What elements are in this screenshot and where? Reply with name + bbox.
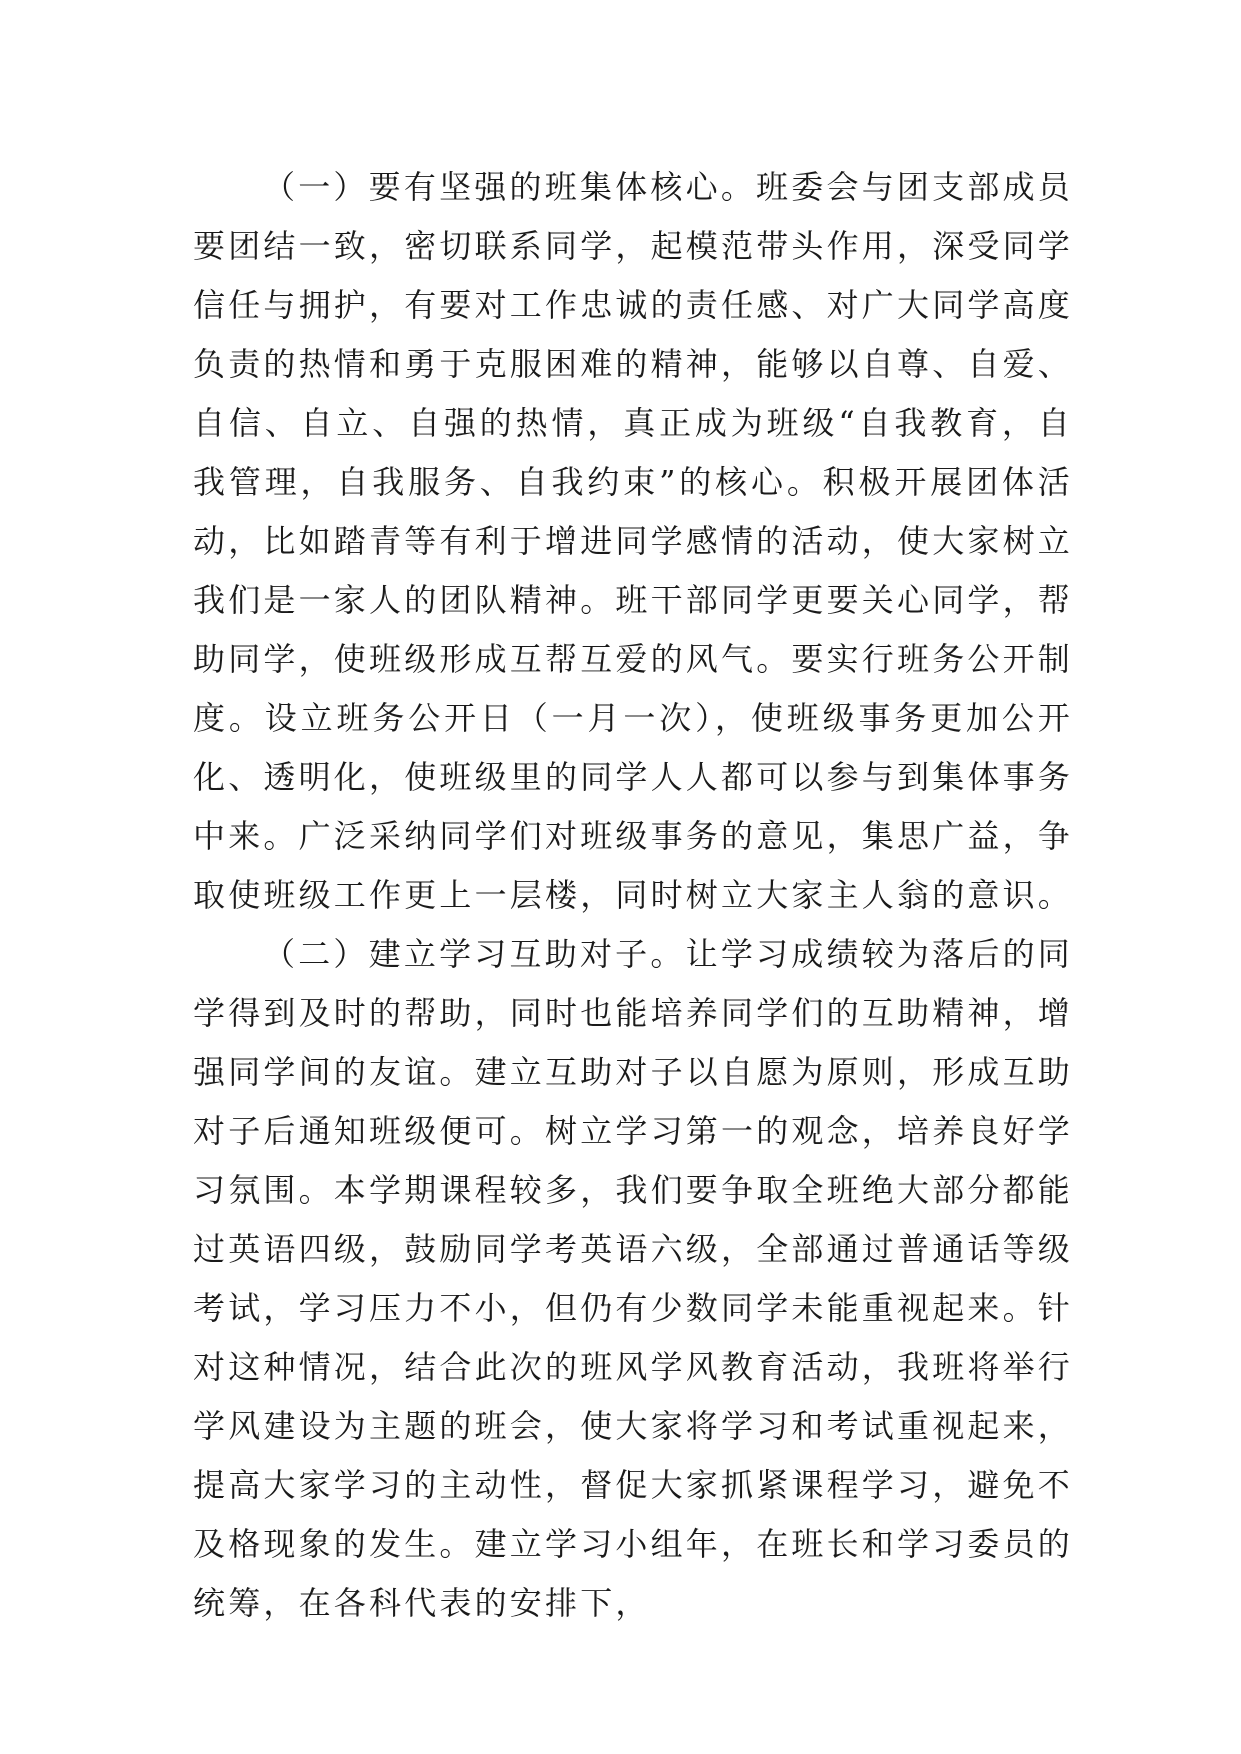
paragraph-1: （一）要有坚强的班集体核心。班委会与团支部成员要团结一致，密切联系同学，起模范带头作用，深受同学信任与拥护，有要对工作忠诚的责任感、对广大同学高度负责的热情和勇于克服困难的精神，能够以自尊、自爱、自信、自立、自强的热情，真正成为班级“自我教育，自我管理，自我服务、自我约束”的核心。积极开展团体活动，比如踏青等有利于增进同学感情的活动，使大家树立我们是一家人的团队精神。班干部同学更要关心同学，帮助同学，使班级形成互帮互爱的风气。要实行班务公开制度。设立班务公开日（一月一次），使班级事务更加公开化、透明化，使班级里的同学人人都可以参与到集体事务中来。广泛采纳同学们对班级事务的意见，集思广益，争取使班级工作更上一层楼，同时树立大家主人翁的意识。 [193,168,1074,914]
document-body [193,158,1073,1633]
paragraph-2: （二）建立学习互助对子。让学习成绩较为落后的同学得到及时的帮助，同时也能培养同学们的互助精神，增强同学间的友谊。建立互助对子以自愿为原则，形成互助对子后通知班级便可。树立学习第一的观念，培养良好学习氛围。本学期课程较多，我们要争取全班绝大部分都能过英语四级，鼓励同学考英语六级，全部通过普通话等级考试，学习压力不小，但仍有少数同学未能重视起来。针对这种情况，结合此次的班风学风教育活动，我班将举行学风建设为主题的班会，使大家将学习和考试重视起来，提高大家学习的主动性，督促大家抓紧课程学习，避免不及格现象的发生。建立学习小组年，在班长和学习委员的统筹，在各科代表的安排下， [193,935,1074,1622]
